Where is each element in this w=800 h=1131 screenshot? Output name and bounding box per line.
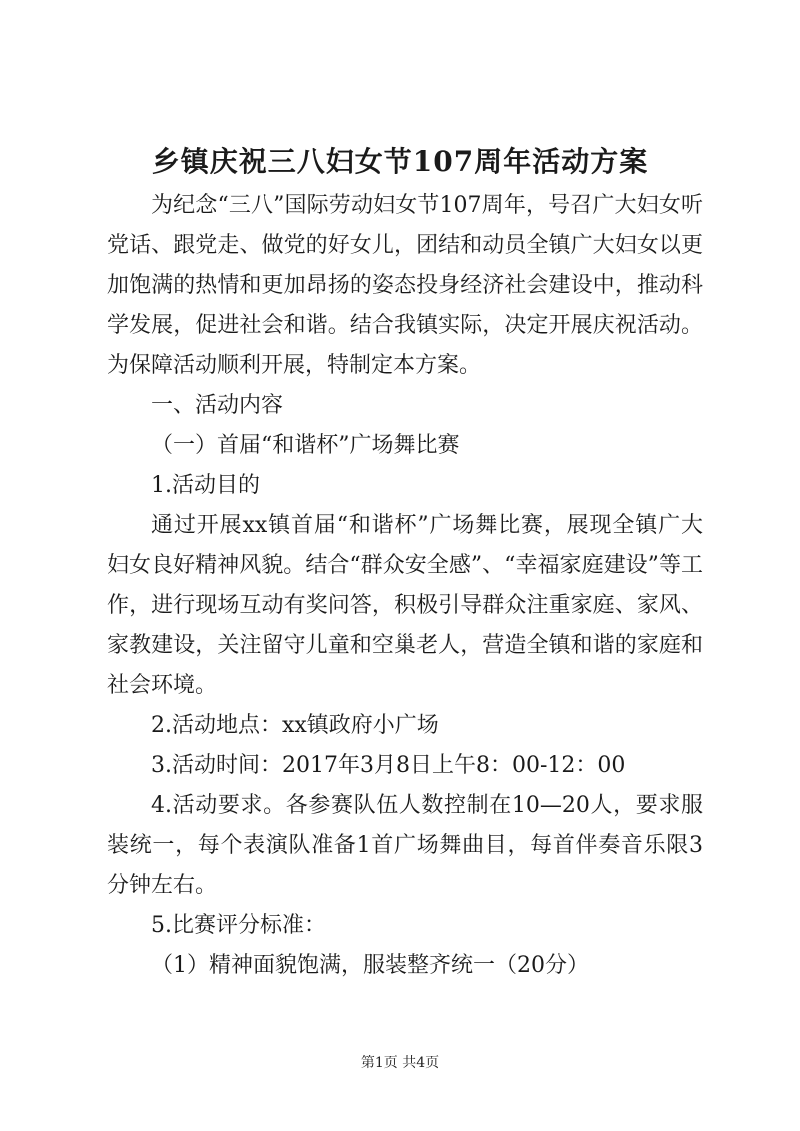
location-line: 2.活动地点：xx镇政府小广场 (151, 713, 439, 738)
intro-paragraph: 为纪念“三八”国际劳动妇女节107周年，号召广大妇女听党话、跟党走、做党的好女儿，团结和动员全镇广大妇女以更加饱满的热情和更加昂扬的姿态投身经济社会建设中，推动科学发展，促进社会和谐。结合我镇实际，决定开展庆祝活动。为保障活动顺利开展，特制定本方案。 (107, 193, 703, 378)
item-heading: 1.活动目的 (151, 473, 260, 498)
document-title: 乡镇庆祝三八妇女节107周年活动方案 (151, 145, 649, 178)
time-line: 3.活动时间：2017年3月8日上午8：00-12：00 (151, 753, 626, 778)
subsection-heading: （一）首届“和谐杯”广场舞比赛 (151, 433, 460, 458)
page-footer: 第1页 共4页 (360, 1055, 440, 1071)
requirements-paragraph: 4.活动要求。各参赛队伍人数控制在10—20人，要求服装统一，每个表演队准备1首广场舞曲目，每首伴奏音乐限3分钟左右。 (107, 793, 703, 898)
scoring-heading: 5.比赛评分标准： (151, 913, 326, 938)
document-body (107, 186, 703, 986)
purpose-paragraph: 通过开展xx镇首届“和谐杯”广场舞比赛，展现全镇广大妇女良好精神风貌。结合“群众安全感”、“幸福家庭建设”等工作，进行现场互动有奖问答，积极引导群众注重家庭、家风、家教建设，关注留守儿童和空巢老人，营造全镇和谐的家庭和社会环境。 (107, 513, 703, 698)
section-heading: 一、活动内容 (151, 393, 284, 418)
scoring-item: （1）精神面貌饱满，服装整齐统一（20分） (151, 953, 589, 978)
